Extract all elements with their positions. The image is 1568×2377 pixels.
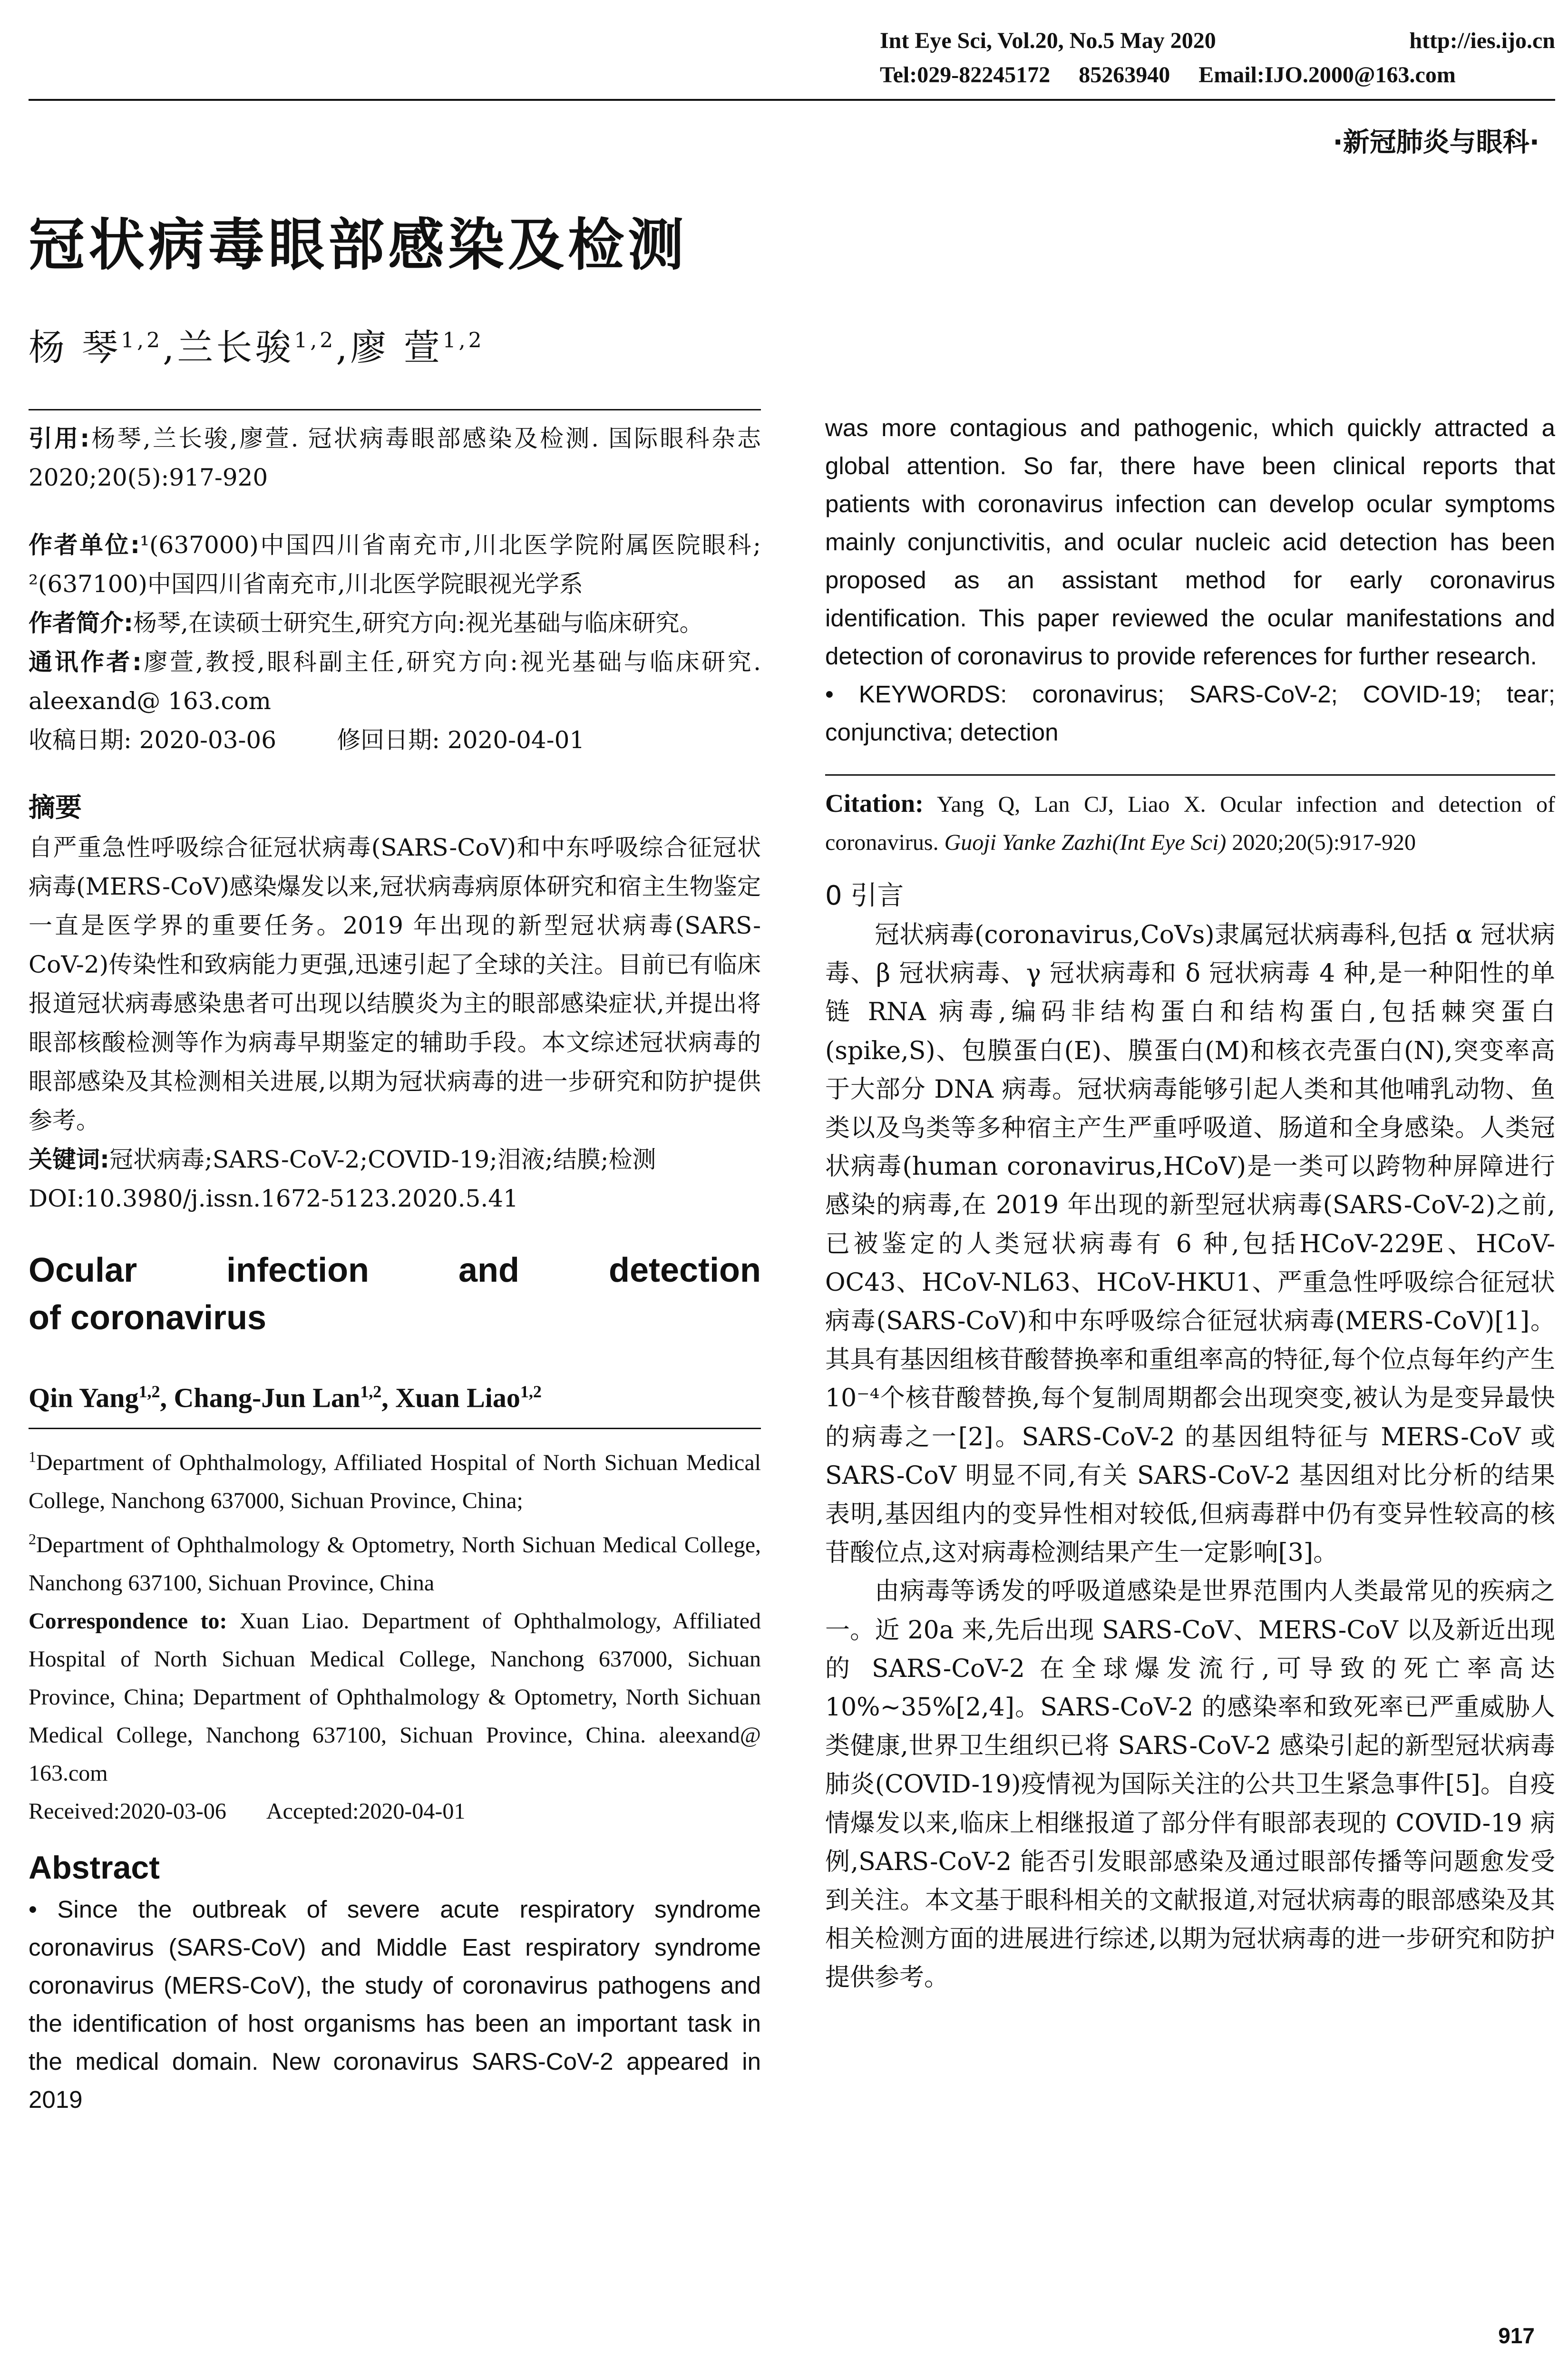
section-tag: ·新冠肺炎与眼科· — [1333, 127, 1539, 158]
author-rule — [29, 1428, 761, 1429]
left-column — [29, 409, 761, 2119]
keywords-cn: 关键词:冠状病毒;SARS-CoV-2;COVID-19;泪液;结膜;检测 — [29, 1146, 656, 1173]
author-cn: 兰长骏 — [177, 326, 294, 369]
header-rule — [29, 99, 1555, 101]
dates-en: Received:2020-03-06 Accepted:2020-04-01 — [29, 1799, 466, 1824]
correspondence-en: Correspondence to: Xuan Liao. Department of Ophthalmology, Affiliated Hospital of North Sichuan Medical College, Nanchong 637000, Sichuan Province, China; Department of Ophthalmology & Optometry, North Sichuan Medical College, Nanchong 637100, Sichuan Province, China. aleexand@ 163.com — [29, 1608, 761, 1786]
affiliation-en-2: $^2$Department of Ophthalmology & Optometry, North Sichuan Medical College, Nanchong 637100, Sichuan Province, China — [29, 1530, 761, 1596]
intro-heading: 0 引言 — [825, 880, 904, 911]
intro-paragraph-1: 冠状病毒(coronavirus,CoVs)隶属冠状病毒科,包括 α 冠状病毒、β 冠状病毒、γ 冠状病毒和 δ 冠状病毒 4 种,是一种阳性的单链 RNA 病毒,编码非结构蛋白和结构蛋白,包括棘突蛋白(spike,S)、包膜蛋白(E)、膜蛋白(M)和核衣壳蛋白(N),突变率高于大部分 DNA 病毒。冠状病毒能够引起人类和其他哺乳动物、鱼类以及鸟类等多种宿主产生严重呼吸道、肠道和全身感染。人类冠状病毒(human coronavirus,HCoV)是一类可以跨物种屏障进行感染的病毒,在 2019 年出现的新型冠状病毒(SARS-CoV-2)之前,已被鉴定的人类冠状病毒有 6 种,包括HCoV-229E、HCoV-OC43、HCoV-NL63、HCoV-HKU1、严重急性呼吸综合征冠状病毒(SARS-CoV)和中东呼吸综合征冠状病毒(MERS-CoV)[1]。其具有基因组核苷酸替换率和重组率高的特征,每个位点每年约产生 10⁻⁴个核苷酸替换,每个复制周期都会出现突变,被认为是变异最快的病毒之一[2]。SARS-CoV-2 的基因组特征与 MERS-CoV 或 SARS-CoV 明显不同,有关 SARS-CoV-2 基因组对比分析的结果表明,基因组内的变异性相对较低,但病毒群中仍有变异性较高的核苷酸位点,这对病毒检测结果产生一定影响[3]。 — [825, 921, 1555, 1568]
article-title-cn: 冠状病毒眼部感染及检测 — [29, 212, 688, 278]
doi[interactable]: DOI:10.3980/j.issn.1672-5123.2020.5.41 — [29, 1185, 518, 1212]
journal-info: Int Eye Sci, Vol.20, No.5 May 2020 — [880, 28, 1216, 53]
keywords-en: • KEYWORDS: coronavirus; SARS-CoV-2; COVID-19; tear; conjunctiva; detection — [825, 681, 1555, 746]
dates-cn: 收稿日期: 2020-03-06 修回日期: 2020-04-01 — [29, 726, 585, 754]
article-title-en: Ocular infection and detection — [29, 1251, 761, 1289]
authors-cn: 杨 琴$^{1,2}$,兰长骏$^{1,2}$,廖 萱$^{1,2}$ — [29, 326, 485, 369]
authors-en: Qin Yang$^{1,2}$, Chang-Jun Lan$^{1,2}$, Xuan Liao$^{1,2}$ — [29, 1382, 542, 1413]
journal-tel2: 85263940 — [1079, 62, 1170, 88]
citation-en: Citation: Yang Q, Lan CJ, Liao X. Ocular infection and detection of coronavirus. Guoji Yanke Zazhi(Int Eye Sci) 2020;20(5):917-920 — [825, 789, 1556, 855]
article-title-en-line2: of coronavirus — [29, 1299, 267, 1337]
affiliation-en-1: $^1$Department of Ophthalmology, Affiliated Hospital of North Sichuan Medical College, Nanchong 637000, Sichuan Province, China; — [29, 1448, 761, 1514]
column-rule — [29, 409, 761, 410]
affiliation-cn: 作者单位:¹(637000)中国四川省南充市,川北医学院附属医院眼科; ²(637100)中国四川省南充市,川北医学院眼视光学系 — [29, 531, 761, 598]
abstract-cn: 自严重急性呼吸综合征冠状病毒(SARS-CoV)和中东呼吸综合征冠状病毒(MERS-CoV)感染爆发以来,冠状病毒病原体研究和宿主生物鉴定一直是医学界的重要任务。2019 年出现的新型冠状病毒(SARS-CoV-2)传染性和致病能力更强,迅速引起了全球的关注。目前已有临床报道冠状病毒感染患者可出现以结膜炎为主的眼部感染症状,并提出将眼部核酸检测等作为病毒早期鉴定的辅助手段。本文综述冠状病毒的眼部感染及其检测相关进展,以期为冠状病毒的进一步研究和防护提供参考。 — [29, 834, 761, 1134]
correspondence-cn: 通讯作者:廖萱,教授,眼科副主任,研究方向:视光基础与临床研究. aleexand@ 163.com — [29, 648, 761, 715]
author-cn: 杨 琴 — [29, 326, 121, 369]
abstract-heading-en: Abstract — [29, 1850, 160, 1886]
right-column — [825, 409, 1555, 1997]
journal-url[interactable]: http://ies.ijo.cn — [1409, 28, 1555, 53]
bio-cn: 作者简介:杨琴,在读硕士研究生,研究方向:视光基础与临床研究。 — [29, 609, 703, 637]
citation-rule — [825, 774, 1555, 776]
running-header — [880, 24, 1555, 92]
abstract-heading-cn: 摘要 — [29, 792, 82, 823]
intro-paragraph-2: 由病毒等诱发的呼吸道感染是世界范围内人类最常见的疾病之一。近 20a 来,先后出现 SARS-CoV、MERS-CoV 以及新近出现的 SARS-CoV-2 在全球爆发流行,可导致的死亡率高达 10%~35%[2,4]。SARS-CoV-2 的感染率和致死率已严重威胁人类健康,世界卫生组织已将 SARS-CoV-2 感染引起的新型冠状病毒肺炎(COVID-19)疫情视为国际关注的公共卫生紧急事件[5]。自疫情爆发以来,临床上相继报道了部分伴有眼部表现的 COVID-19 病例,SARS-CoV-2 能否引发眼部感染及通过眼部传播等问题愈发受到关注。本文基于眼科相关的文献报道,对冠状病毒的眼部感染及其相关检测方面的进展进行综述,以期为冠状病毒的进一步研究和防护提供参考。 — [825, 1577, 1555, 1992]
page-number: 917 — [1498, 2323, 1535, 2348]
journal-tel: Tel:029-82245172 — [880, 62, 1051, 88]
journal-email[interactable]: Email:IJO.2000@163.com — [1198, 62, 1456, 88]
abstract-en-part1: • Since the outbreak of severe acute respiratory syndrome coronavirus (SARS-CoV) and Middle East respiratory syndrome coronavirus (MERS-CoV), the study of coronavirus pathogens and the identification of host organisms has been an important task in the medical domain. New coronavirus SARS-CoV-2 appeared in 2019 — [29, 1896, 761, 2114]
citation-cn: 引用:杨琴,兰长骏,廖萱. 冠状病毒眼部感染及检测. 国际眼科杂志 2020;20(5):917-920 — [29, 425, 761, 491]
abstract-en-part2: was more contagious and pathogenic, which quickly attracted a global attention. So far, there have been clinical reports that patients with coronavirus infection can develop ocular symptoms mainly conjunctivitis, and ocular nucleic acid detection has been proposed as an assistant method for early coronavirus identification. This paper reviewed the ocular manifestations and detection of coronavirus to provide references for further research. — [825, 414, 1555, 670]
author-cn: 廖 萱 — [350, 326, 443, 369]
